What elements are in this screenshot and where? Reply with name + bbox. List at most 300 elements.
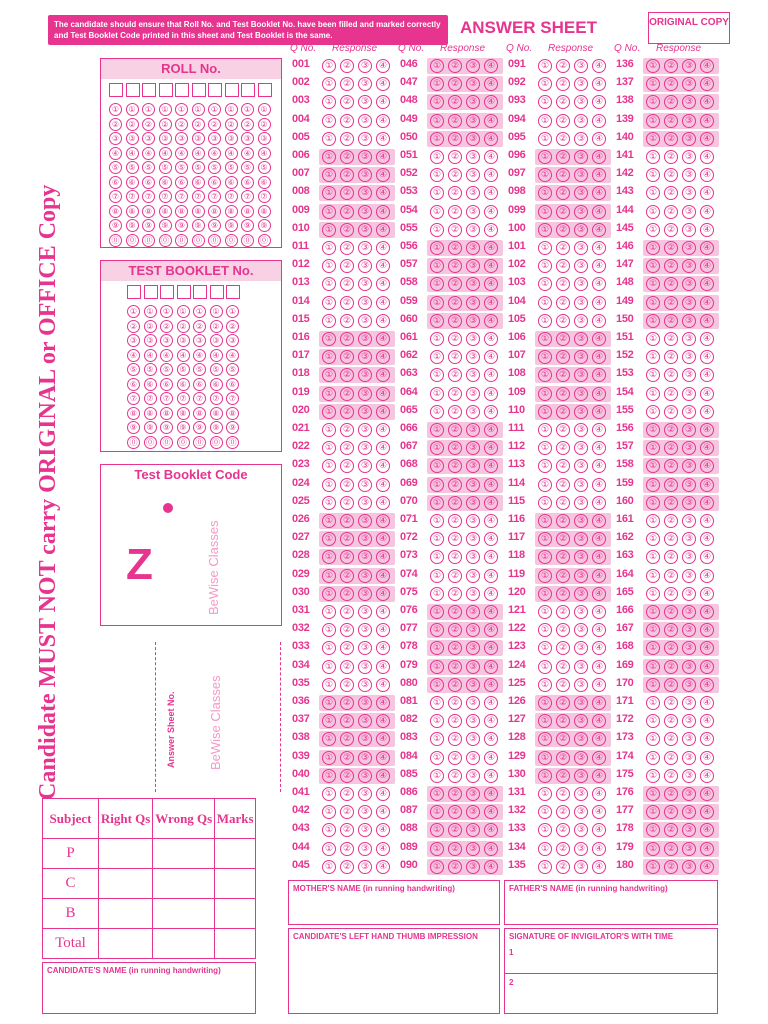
option-bubble[interactable]: ③	[466, 496, 480, 510]
option-bubble[interactable]: ③	[682, 441, 696, 455]
option-bubble[interactable]: ①	[538, 459, 552, 473]
option-bubble[interactable]: ④	[484, 314, 498, 328]
digit-bubble[interactable]: ③	[210, 334, 223, 347]
digit-bubble[interactable]: ⑤	[208, 161, 221, 174]
digit-bubble[interactable]: ⑥	[127, 378, 140, 391]
digit-bubble[interactable]: ⑧	[192, 205, 205, 218]
option-bubble[interactable]: ④	[484, 660, 498, 674]
option-bubble[interactable]: ④	[376, 587, 390, 601]
option-bubble[interactable]: ③	[358, 623, 372, 637]
option-bubble[interactable]: ④	[592, 696, 606, 710]
option-bubble[interactable]: ④	[484, 751, 498, 765]
digit-bubble[interactable]: ⑤	[177, 363, 190, 376]
option-bubble[interactable]: ①	[538, 332, 552, 346]
option-bubble[interactable]: ④	[376, 805, 390, 819]
option-bubble[interactable]: ①	[646, 532, 660, 546]
digit-bubble[interactable]: ⑦	[175, 190, 188, 203]
digit-bubble[interactable]: ⑦	[208, 190, 221, 203]
option-bubble[interactable]: ②	[556, 223, 570, 237]
option-bubble[interactable]: ④	[376, 569, 390, 583]
option-bubble[interactable]: ④	[484, 186, 498, 200]
option-bubble[interactable]: ④	[700, 205, 714, 219]
option-bubble[interactable]: ①	[430, 150, 444, 164]
option-bubble[interactable]: ④	[700, 259, 714, 273]
option-bubble[interactable]: ②	[556, 514, 570, 528]
option-bubble[interactable]: ③	[466, 314, 480, 328]
option-bubble[interactable]: ①	[646, 660, 660, 674]
option-bubble[interactable]: ②	[448, 241, 462, 255]
option-bubble[interactable]: ③	[682, 805, 696, 819]
option-bubble[interactable]: ④	[700, 641, 714, 655]
option-bubble[interactable]: ①	[646, 168, 660, 182]
option-bubble[interactable]: ①	[430, 59, 444, 73]
option-bubble[interactable]: ②	[664, 423, 678, 437]
digit-bubble[interactable]: ①	[127, 305, 140, 318]
option-bubble[interactable]: ③	[358, 423, 372, 437]
option-bubble[interactable]: ③	[466, 368, 480, 382]
option-bubble[interactable]: ①	[646, 296, 660, 310]
digit-bubble[interactable]: ⑧	[142, 205, 155, 218]
digit-bubble[interactable]: ⑨	[177, 421, 190, 434]
option-bubble[interactable]: ③	[682, 714, 696, 728]
option-bubble[interactable]: ③	[466, 860, 480, 874]
option-bubble[interactable]: ①	[430, 95, 444, 109]
digit-entry-cell[interactable]	[210, 285, 224, 299]
digit-bubble[interactable]: ⑥	[177, 378, 190, 391]
option-bubble[interactable]: ④	[484, 623, 498, 637]
option-bubble[interactable]: ③	[682, 641, 696, 655]
digit-bubble[interactable]: ⑧	[258, 205, 271, 218]
option-bubble[interactable]: ④	[484, 368, 498, 382]
option-bubble[interactable]: ④	[700, 714, 714, 728]
option-bubble[interactable]: ④	[484, 514, 498, 528]
option-bubble[interactable]: ④	[592, 241, 606, 255]
marks-entry-cell[interactable]	[99, 869, 153, 899]
option-bubble[interactable]: ③	[682, 423, 696, 437]
digit-bubble[interactable]: ②	[109, 118, 122, 131]
option-bubble[interactable]: ②	[448, 605, 462, 619]
option-bubble[interactable]: ②	[448, 350, 462, 364]
digit-entry-cell[interactable]	[192, 83, 206, 97]
option-bubble[interactable]: ③	[466, 95, 480, 109]
option-bubble[interactable]: ①	[538, 605, 552, 619]
digit-bubble[interactable]: ⑤	[159, 161, 172, 174]
option-bubble[interactable]: ②	[340, 350, 354, 364]
option-bubble[interactable]: ①	[430, 732, 444, 746]
option-bubble[interactable]: ①	[538, 569, 552, 583]
option-bubble[interactable]: ①	[538, 514, 552, 528]
option-bubble[interactable]: ①	[646, 223, 660, 237]
digit-bubble[interactable]: ④	[241, 147, 254, 160]
option-bubble[interactable]: ①	[538, 769, 552, 783]
option-bubble[interactable]: ①	[538, 168, 552, 182]
option-bubble[interactable]: ②	[448, 205, 462, 219]
option-bubble[interactable]: ③	[358, 787, 372, 801]
option-bubble[interactable]: ④	[592, 277, 606, 291]
option-bubble[interactable]: ④	[700, 587, 714, 601]
option-bubble[interactable]: ④	[484, 842, 498, 856]
digit-bubble[interactable]: ②	[126, 118, 139, 131]
option-bubble[interactable]: ④	[592, 532, 606, 546]
option-bubble[interactable]: ④	[484, 168, 498, 182]
option-bubble[interactable]: ④	[376, 696, 390, 710]
option-bubble[interactable]: ②	[664, 241, 678, 255]
option-bubble[interactable]: ②	[340, 478, 354, 492]
option-bubble[interactable]: ②	[340, 660, 354, 674]
digit-entry-cell[interactable]	[160, 285, 174, 299]
option-bubble[interactable]: ④	[484, 114, 498, 128]
option-bubble[interactable]: ②	[664, 696, 678, 710]
option-bubble[interactable]: ③	[466, 751, 480, 765]
digit-bubble[interactable]: ⓪	[142, 234, 155, 247]
option-bubble[interactable]: ④	[592, 587, 606, 601]
option-bubble[interactable]: ②	[556, 805, 570, 819]
option-bubble[interactable]: ③	[574, 350, 588, 364]
option-bubble[interactable]: ②	[340, 587, 354, 601]
option-bubble[interactable]: ④	[700, 732, 714, 746]
option-bubble[interactable]: ②	[340, 823, 354, 837]
option-bubble[interactable]: ③	[358, 168, 372, 182]
option-bubble[interactable]: ③	[466, 77, 480, 91]
option-bubble[interactable]: ③	[358, 569, 372, 583]
option-bubble[interactable]: ④	[484, 569, 498, 583]
option-bubble[interactable]: ②	[556, 350, 570, 364]
option-bubble[interactable]: ①	[538, 114, 552, 128]
option-bubble[interactable]: ③	[574, 168, 588, 182]
option-bubble[interactable]: ②	[556, 95, 570, 109]
option-bubble[interactable]: ②	[556, 860, 570, 874]
option-bubble[interactable]: ③	[682, 678, 696, 692]
option-bubble[interactable]: ①	[538, 732, 552, 746]
option-bubble[interactable]: ①	[538, 532, 552, 546]
option-bubble[interactable]: ④	[484, 459, 498, 473]
option-bubble[interactable]: ②	[340, 114, 354, 128]
digit-bubble[interactable]: ③	[258, 132, 271, 145]
digit-bubble[interactable]: ①	[175, 103, 188, 116]
option-bubble[interactable]: ③	[682, 59, 696, 73]
option-bubble[interactable]: ①	[538, 77, 552, 91]
digit-bubble[interactable]: ②	[144, 320, 157, 333]
option-bubble[interactable]: ④	[484, 769, 498, 783]
option-bubble[interactable]: ③	[574, 623, 588, 637]
digit-bubble[interactable]: ④	[192, 147, 205, 160]
option-bubble[interactable]: ③	[574, 696, 588, 710]
option-bubble[interactable]: ②	[448, 459, 462, 473]
option-bubble[interactable]: ③	[682, 168, 696, 182]
option-bubble[interactable]: ③	[466, 569, 480, 583]
option-bubble[interactable]: ④	[484, 732, 498, 746]
option-bubble[interactable]: ③	[466, 59, 480, 73]
option-bubble[interactable]: ③	[574, 241, 588, 255]
option-bubble[interactable]: ④	[592, 660, 606, 674]
option-bubble[interactable]: ②	[556, 769, 570, 783]
option-bubble[interactable]: ④	[700, 842, 714, 856]
digit-bubble[interactable]: ③	[225, 132, 238, 145]
option-bubble[interactable]: ②	[556, 696, 570, 710]
option-bubble[interactable]: ③	[682, 732, 696, 746]
digit-bubble[interactable]: ⑦	[127, 392, 140, 405]
option-bubble[interactable]: ④	[700, 186, 714, 200]
digit-entry-cell[interactable]	[144, 285, 158, 299]
option-bubble[interactable]: ①	[538, 660, 552, 674]
option-bubble[interactable]: ④	[700, 241, 714, 255]
option-bubble[interactable]: ①	[646, 714, 660, 728]
option-bubble[interactable]: ④	[376, 168, 390, 182]
option-bubble[interactable]: ③	[574, 714, 588, 728]
digit-bubble[interactable]: ⑨	[193, 421, 206, 434]
digit-bubble[interactable]: ⑥	[109, 176, 122, 189]
option-bubble[interactable]: ①	[538, 132, 552, 146]
option-bubble[interactable]: ②	[448, 751, 462, 765]
option-bubble[interactable]: ④	[376, 423, 390, 437]
option-bubble[interactable]: ②	[664, 223, 678, 237]
option-bubble[interactable]: ②	[556, 205, 570, 219]
digit-bubble[interactable]: ⓪	[126, 234, 139, 247]
option-bubble[interactable]: ④	[700, 769, 714, 783]
option-bubble[interactable]: ④	[376, 842, 390, 856]
option-bubble[interactable]: ④	[700, 332, 714, 346]
option-bubble[interactable]: ④	[700, 441, 714, 455]
digit-bubble[interactable]: ④	[160, 349, 173, 362]
option-bubble[interactable]: ②	[664, 441, 678, 455]
option-bubble[interactable]: ②	[340, 259, 354, 273]
option-bubble[interactable]: ①	[430, 478, 444, 492]
digit-bubble[interactable]: ⑧	[226, 407, 239, 420]
option-bubble[interactable]: ③	[682, 751, 696, 765]
option-bubble[interactable]: ①	[322, 241, 336, 255]
digit-bubble[interactable]: ①	[144, 305, 157, 318]
option-bubble[interactable]: ②	[556, 496, 570, 510]
option-bubble[interactable]: ②	[448, 259, 462, 273]
option-bubble[interactable]: ②	[448, 696, 462, 710]
option-bubble[interactable]: ①	[322, 496, 336, 510]
digit-bubble[interactable]: ⓪	[258, 234, 271, 247]
option-bubble[interactable]: ②	[340, 241, 354, 255]
digit-bubble[interactable]: ①	[192, 103, 205, 116]
option-bubble[interactable]: ①	[430, 423, 444, 437]
option-bubble[interactable]: ④	[376, 660, 390, 674]
option-bubble[interactable]: ④	[376, 114, 390, 128]
option-bubble[interactable]: ①	[646, 550, 660, 564]
option-bubble[interactable]: ④	[376, 95, 390, 109]
option-bubble[interactable]: ①	[322, 860, 336, 874]
option-bubble[interactable]: ④	[700, 223, 714, 237]
option-bubble[interactable]: ③	[574, 387, 588, 401]
option-bubble[interactable]: ①	[538, 387, 552, 401]
option-bubble[interactable]: ②	[664, 387, 678, 401]
option-bubble[interactable]: ④	[592, 441, 606, 455]
option-bubble[interactable]: ①	[430, 441, 444, 455]
digit-entry-cell[interactable]	[177, 285, 191, 299]
digit-bubble[interactable]: ⑨	[159, 219, 172, 232]
option-bubble[interactable]: ③	[358, 77, 372, 91]
option-bubble[interactable]: ④	[376, 132, 390, 146]
digit-bubble[interactable]: ③	[175, 132, 188, 145]
digit-bubble[interactable]: ⑨	[208, 219, 221, 232]
option-bubble[interactable]: ③	[682, 314, 696, 328]
option-bubble[interactable]: ②	[340, 842, 354, 856]
option-bubble[interactable]: ②	[340, 59, 354, 73]
option-bubble[interactable]: ④	[700, 459, 714, 473]
digit-bubble[interactable]: ⑧	[193, 407, 206, 420]
option-bubble[interactable]: ①	[322, 277, 336, 291]
option-bubble[interactable]: ②	[556, 259, 570, 273]
option-bubble[interactable]: ④	[376, 496, 390, 510]
option-bubble[interactable]: ②	[556, 569, 570, 583]
option-bubble[interactable]: ①	[538, 787, 552, 801]
option-bubble[interactable]: ③	[466, 787, 480, 801]
option-bubble[interactable]: ③	[358, 441, 372, 455]
option-bubble[interactable]: ①	[430, 114, 444, 128]
option-bubble[interactable]: ③	[466, 332, 480, 346]
digit-entry-cell[interactable]	[193, 285, 207, 299]
option-bubble[interactable]: ①	[538, 805, 552, 819]
option-bubble[interactable]: ②	[448, 114, 462, 128]
option-bubble[interactable]: ②	[340, 423, 354, 437]
option-bubble[interactable]: ②	[448, 550, 462, 564]
digit-entry-cell[interactable]	[226, 285, 240, 299]
digit-entry-cell[interactable]	[126, 83, 140, 97]
digit-bubble[interactable]: ⑧	[175, 205, 188, 218]
digit-bubble[interactable]: ⑥	[142, 176, 155, 189]
option-bubble[interactable]: ④	[376, 277, 390, 291]
option-bubble[interactable]: ③	[574, 332, 588, 346]
option-bubble[interactable]: ③	[466, 805, 480, 819]
digit-bubble[interactable]: ④	[175, 147, 188, 160]
option-bubble[interactable]: ③	[466, 241, 480, 255]
option-bubble[interactable]: ④	[700, 387, 714, 401]
thumb-impression-field[interactable]	[288, 928, 500, 1014]
option-bubble[interactable]: ④	[700, 605, 714, 619]
option-bubble[interactable]: ①	[430, 569, 444, 583]
option-bubble[interactable]: ④	[376, 205, 390, 219]
digit-bubble[interactable]: ⑧	[210, 407, 223, 420]
option-bubble[interactable]: ①	[646, 186, 660, 200]
digit-bubble[interactable]: ⑦	[193, 392, 206, 405]
option-bubble[interactable]: ①	[646, 277, 660, 291]
option-bubble[interactable]: ②	[556, 405, 570, 419]
option-bubble[interactable]: ②	[448, 59, 462, 73]
option-bubble[interactable]: ③	[358, 59, 372, 73]
digit-bubble[interactable]: ②	[175, 118, 188, 131]
option-bubble[interactable]: ②	[556, 150, 570, 164]
option-bubble[interactable]: ③	[466, 186, 480, 200]
option-bubble[interactable]: ②	[340, 368, 354, 382]
option-bubble[interactable]: ①	[322, 641, 336, 655]
option-bubble[interactable]: ④	[700, 660, 714, 674]
option-bubble[interactable]: ①	[538, 842, 552, 856]
option-bubble[interactable]: ④	[376, 59, 390, 73]
option-bubble[interactable]: ④	[592, 132, 606, 146]
digit-bubble[interactable]: ③	[109, 132, 122, 145]
digit-bubble[interactable]: ③	[177, 334, 190, 347]
option-bubble[interactable]: ③	[682, 368, 696, 382]
option-bubble[interactable]: ①	[538, 241, 552, 255]
option-bubble[interactable]: ②	[556, 314, 570, 328]
option-bubble[interactable]: ③	[682, 332, 696, 346]
digit-bubble[interactable]: ⑥	[159, 176, 172, 189]
digit-bubble[interactable]: ②	[159, 118, 172, 131]
option-bubble[interactable]: ①	[322, 387, 336, 401]
option-bubble[interactable]: ④	[700, 514, 714, 528]
option-bubble[interactable]: ①	[322, 405, 336, 419]
option-bubble[interactable]: ③	[574, 751, 588, 765]
option-bubble[interactable]: ④	[484, 259, 498, 273]
digit-bubble[interactable]: ⑤	[142, 161, 155, 174]
option-bubble[interactable]: ④	[700, 550, 714, 564]
option-bubble[interactable]: ②	[664, 314, 678, 328]
option-bubble[interactable]: ②	[664, 641, 678, 655]
digit-bubble[interactable]: ⑤	[175, 161, 188, 174]
option-bubble[interactable]: ①	[322, 623, 336, 637]
option-bubble[interactable]: ②	[340, 186, 354, 200]
option-bubble[interactable]: ④	[700, 678, 714, 692]
option-bubble[interactable]: ①	[322, 514, 336, 528]
option-bubble[interactable]: ③	[358, 478, 372, 492]
digit-bubble[interactable]: ⑨	[210, 421, 223, 434]
marks-entry-cell[interactable]	[153, 929, 215, 959]
digit-bubble[interactable]: ①	[159, 103, 172, 116]
digit-bubble[interactable]: ⑥	[210, 378, 223, 391]
option-bubble[interactable]: ①	[646, 569, 660, 583]
option-bubble[interactable]: ③	[466, 259, 480, 273]
option-bubble[interactable]: ②	[448, 678, 462, 692]
option-bubble[interactable]: ④	[592, 350, 606, 364]
option-bubble[interactable]: ②	[340, 150, 354, 164]
digit-bubble[interactable]: ⓪	[192, 234, 205, 247]
option-bubble[interactable]: ③	[358, 842, 372, 856]
option-bubble[interactable]: ④	[376, 368, 390, 382]
option-bubble[interactable]: ④	[484, 550, 498, 564]
option-bubble[interactable]: ③	[682, 150, 696, 164]
option-bubble[interactable]: ②	[664, 168, 678, 182]
option-bubble[interactable]: ②	[340, 532, 354, 546]
option-bubble[interactable]: ②	[556, 751, 570, 765]
option-bubble[interactable]: ③	[358, 223, 372, 237]
option-bubble[interactable]: ③	[682, 587, 696, 601]
option-bubble[interactable]: ④	[484, 805, 498, 819]
digit-bubble[interactable]: ⑧	[126, 205, 139, 218]
option-bubble[interactable]: ④	[484, 387, 498, 401]
option-bubble[interactable]: ④	[592, 641, 606, 655]
option-bubble[interactable]: ②	[340, 205, 354, 219]
option-bubble[interactable]: ③	[574, 860, 588, 874]
digit-bubble[interactable]: ⑧	[159, 205, 172, 218]
option-bubble[interactable]: ④	[592, 314, 606, 328]
option-bubble[interactable]: ①	[430, 77, 444, 91]
option-bubble[interactable]: ④	[484, 405, 498, 419]
option-bubble[interactable]: ③	[358, 605, 372, 619]
option-bubble[interactable]: ②	[340, 168, 354, 182]
option-bubble[interactable]: ③	[682, 241, 696, 255]
digit-bubble[interactable]: ②	[192, 118, 205, 131]
digit-bubble[interactable]: ⑤	[258, 161, 271, 174]
digit-bubble[interactable]: ③	[144, 334, 157, 347]
digit-bubble[interactable]: ④	[144, 349, 157, 362]
option-bubble[interactable]: ③	[682, 605, 696, 619]
option-bubble[interactable]: ③	[358, 332, 372, 346]
option-bubble[interactable]: ②	[448, 95, 462, 109]
option-bubble[interactable]: ②	[340, 296, 354, 310]
option-bubble[interactable]: ④	[484, 496, 498, 510]
digit-bubble[interactable]: ⑧	[241, 205, 254, 218]
option-bubble[interactable]: ④	[376, 550, 390, 564]
digit-bubble[interactable]: ③	[160, 334, 173, 347]
option-bubble[interactable]: ①	[322, 114, 336, 128]
option-bubble[interactable]: ④	[592, 823, 606, 837]
option-bubble[interactable]: ③	[682, 823, 696, 837]
option-bubble[interactable]: ④	[592, 860, 606, 874]
